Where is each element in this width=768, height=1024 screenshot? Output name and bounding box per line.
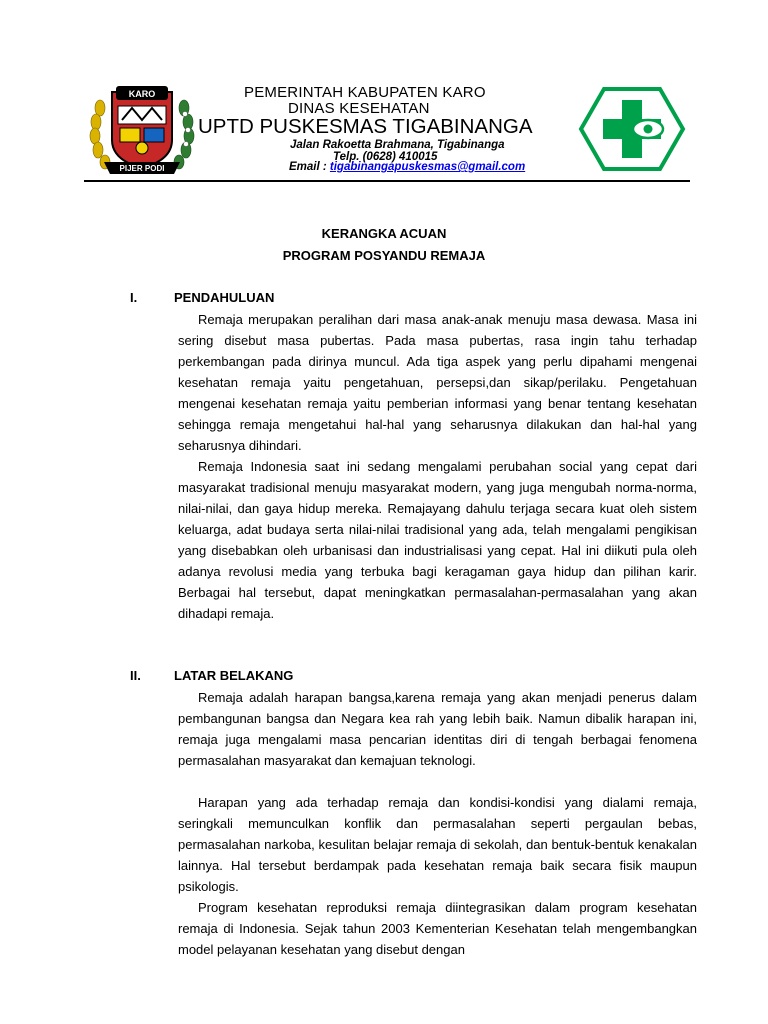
letterhead-phone: Telp. (0628) 410015 [333, 151, 438, 163]
paragraph: Remaja merupakan peralihan dari masa anak-anak menuju masa dewasa. Masa ini sering disebut masa pubertas. Pada masa pubertas, rasa ingin tahu terhadap perkembangan pada dirinya muncul. Ada tiga aspek yang perlu dipahami mengenai kesehatan remaja yaitu pengetahuan, persepsi,dan sikap/perilaku. Pengetahuan mengenai kesehatan remaja yaitu pemberian informasi yang benar tentang kesehatan sehingga remaja mengetahui hal-hal yang seharusnya dilakukan dan hal-hal yang seharusnya dihindari. [178, 312, 697, 453]
section-title: LATAR BELAKANG [174, 668, 294, 683]
letterhead-email-line [289, 161, 525, 173]
svg-text:KARO: KARO [128, 89, 156, 99]
email-link[interactable]: tigabinangapuskesmas@gmail.com [329, 161, 526, 173]
paragraph: Harapan yang ada terhadap remaja dan kondisi-kondisi yang dialami remaja, seringkali memunculkan konflik dan permasalahan seperti pergaulan bebas, permasalahan narkoba, kesulitan belajar remaja di sekolah, dan bentuk-bentuk kenakalan lainnya. Hal tersebut berdampak pada kesehatan remaja baik secara fisik maupun psikologis. [178, 795, 697, 894]
karo-regency-crest-icon [86, 78, 198, 178]
letterhead-divider [84, 180, 690, 182]
svg-text:PIJER PODI: PIJER PODI [119, 164, 165, 173]
section-number: I. [130, 290, 138, 305]
section-title: PENDAHULUAN [174, 290, 275, 305]
section-number: II. [130, 668, 141, 683]
letterhead-institution: UPTD PUSKESMAS TIGABINANGA [198, 115, 533, 138]
document-title: KERANGKA ACUAN [321, 226, 447, 241]
paragraph: Remaja Indonesia saat ini sedang mengalami perubahan social yang cepat dari masyarakat tradisional menuju masyarakat modern, yang juga mengubah norma-norma, nilai-nilai, dan gaya hidup mereka. Remajayang dahulu terjaga secara kuat oleh sistem keluarga, adat budaya serta nilai-nilai tradisional yang ada, telah mengalami pengikisan yang disebabkan oleh urbanisasi dan industrialisasi yang cepat. Hal ini diikuti pula oleh adanya revolusi media yang terbuka bagi keragaman gaya hidup dan pilihan karir. Berbagai hal tersebut, dapat meningkatkan permasalahan-permasalahan yang akan dihadapi remaja. [178, 459, 697, 621]
letterhead-department: DINAS KESEHATAN [288, 100, 430, 117]
document-subtitle: PROGRAM POSYANDU REMAJA [282, 248, 486, 263]
letterhead-address: Jalan Rakoetta Brahmana, Tigabinanga [290, 139, 505, 151]
section-heading-pendahuluan [130, 290, 274, 305]
paragraph: Program kesehatan reproduksi remaja diintegrasikan dalam program kesehatan remaja di Indonesia. Sejak tahun 2003 Kementerian Kesehatan telah mengembangkan model pelayanan kesehatan yang disebut dengan [178, 900, 697, 957]
paragraph: Remaja adalah harapan bangsa,karena remaja yang akan menjadi penerus dalam pembangunan bangsa dan Negara kea rah yang lebih baik. Namun dibalik harapan ini, remaja juga mengalami masa pencarian identitas diri di tengah berbagai fenomena permasalahan masyarakat dan kemajuan teknologi. [178, 690, 697, 768]
section-heading-latar-belakang [130, 668, 293, 683]
letterhead-government: PEMERINTAH KABUPATEN KARO [244, 84, 486, 101]
email-label: Email : [289, 161, 330, 173]
puskesmas-green-cross-icon [578, 86, 686, 172]
